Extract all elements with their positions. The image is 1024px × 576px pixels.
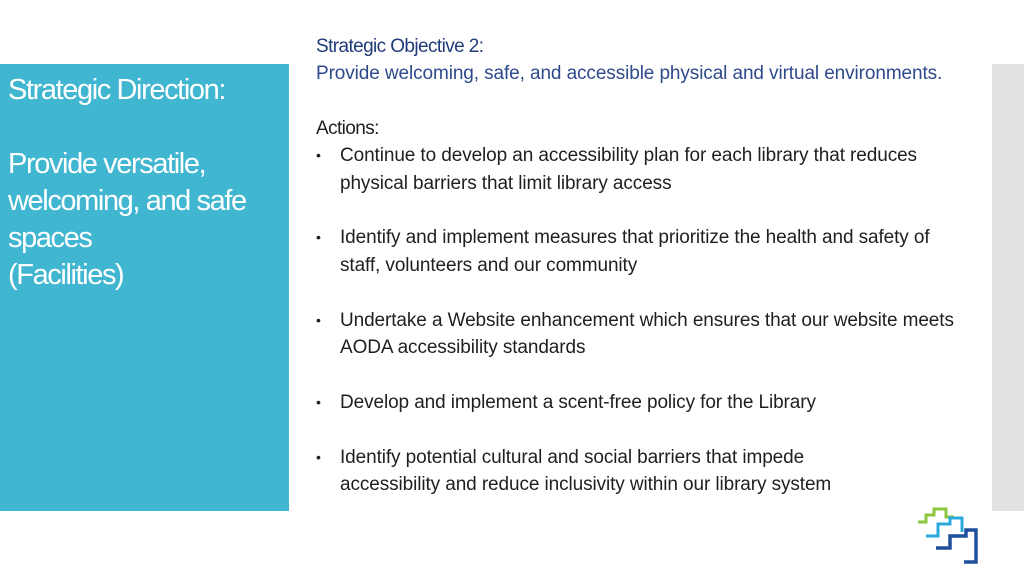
direction-line: Provide versatile, bbox=[8, 148, 206, 180]
logo-navy-stroke bbox=[936, 530, 976, 562]
bullet-icon: • bbox=[316, 393, 321, 410]
action-text: Identify and implement measures that prioritize the health and safety of staff, volunteers and our community bbox=[340, 227, 930, 276]
bullet-icon: • bbox=[316, 311, 321, 328]
strategic-direction-heading: Strategic Direction: bbox=[8, 74, 225, 106]
action-item bbox=[316, 224, 956, 279]
bullet-icon: • bbox=[316, 448, 321, 465]
bullet-icon: • bbox=[316, 229, 321, 246]
action-item bbox=[316, 307, 956, 362]
action-item bbox=[316, 142, 956, 197]
action-text: Develop and implement a scent-free policy for the Library bbox=[340, 391, 816, 413]
actions-list bbox=[316, 142, 956, 498]
bullet-icon: • bbox=[316, 147, 321, 164]
direction-line: spaces bbox=[8, 222, 92, 254]
right-side-bar bbox=[992, 64, 1024, 511]
logo-cyan-stroke bbox=[926, 518, 962, 536]
strategic-direction-block bbox=[8, 72, 286, 294]
action-text: Continue to develop an accessibility plan for each library that reduces physical barriers that limit library access bbox=[340, 145, 917, 194]
objective-text: Provide welcoming, safe, and accessible physical and virtual environments. bbox=[316, 63, 943, 85]
action-item bbox=[316, 389, 956, 416]
objective-content bbox=[316, 33, 956, 498]
direction-line: (Facilities) bbox=[8, 259, 124, 291]
direction-line: welcoming, and safe bbox=[8, 185, 246, 217]
library-logo-icon bbox=[916, 506, 980, 566]
action-text: Identify potential cultural and social barriers that impede accessibility and reduce inclusivity within our library system bbox=[340, 446, 832, 496]
objective-title: Strategic Objective 2: bbox=[316, 36, 484, 57]
action-text: Undertake a Website enhancement which ensures that our website meets AODA accessibility standards bbox=[340, 309, 954, 359]
action-item bbox=[316, 444, 860, 499]
actions-label: Actions: bbox=[316, 117, 379, 139]
